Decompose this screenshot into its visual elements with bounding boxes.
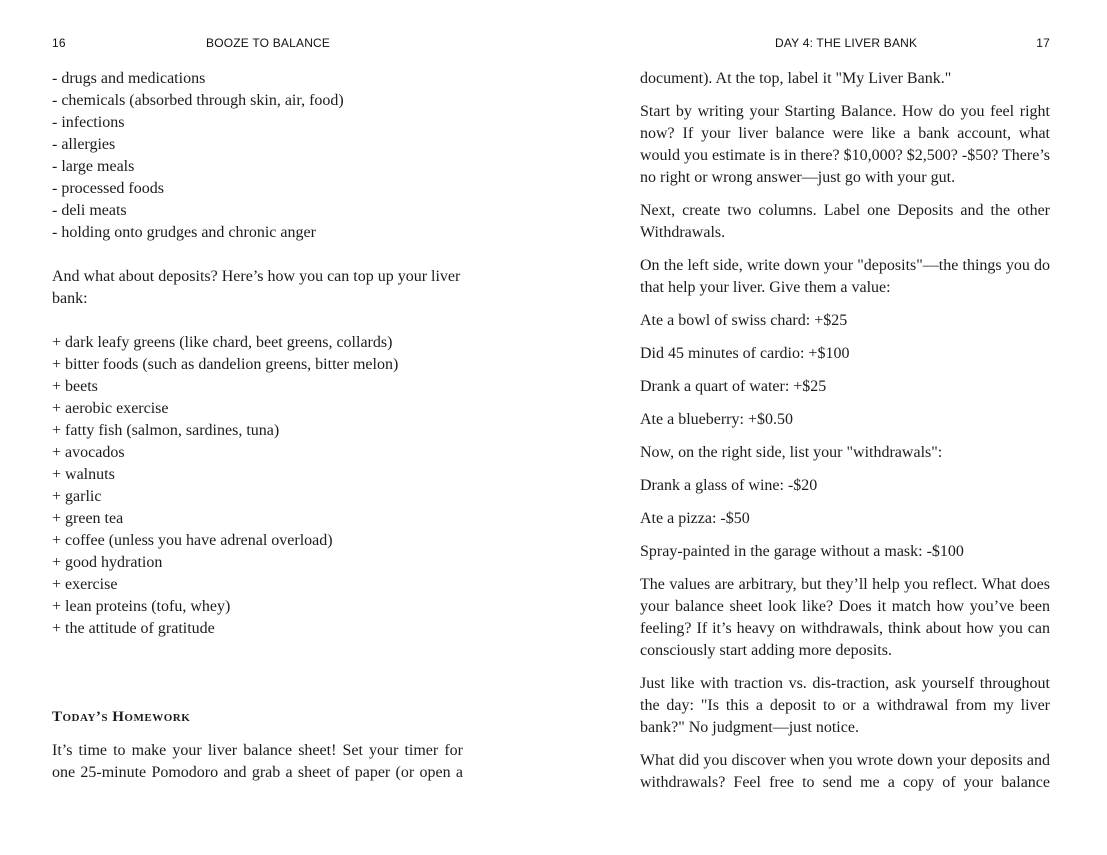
- book-title-header: BOOZE TO BALANCE: [206, 36, 331, 50]
- paragraph: Just like with traction vs. dis-traction, ask yourself throughout the day: "Is this a deposit to or a withdrawal from my liver bank?" No judgment—just notice.: [640, 675, 1050, 736]
- paragraph: What did you discover when you wrote down your deposits and withdrawals? Feel free to send me a copy of your balance: [640, 752, 1050, 791]
- deposits-intro: And what about deposits? Here’s how you can top up your liver bank:: [52, 268, 461, 307]
- withdrawal-example: Spray-painted in the garage without a mask: -$100: [640, 543, 964, 560]
- left-page: [52, 0, 463, 855]
- page-number: 17: [1036, 36, 1050, 50]
- list-item: - processed foods: [52, 180, 164, 197]
- paragraph: The values are arbitrary, but they’ll help you reflect. What does your balance sheet look like? Does it match how you’ve been feeling? If it’s heavy on withdrawals, think about how you can consciously start adding more deposits.: [640, 576, 1050, 659]
- list-item: + the attitude of gratitude: [52, 620, 215, 637]
- list-item: - infections: [52, 114, 125, 131]
- homework-heading: Today’s Homework: [52, 709, 191, 725]
- paragraph: Now, on the right side, list your "withdrawals":: [640, 444, 943, 461]
- deposit-example: Ate a blueberry: +$0.50: [640, 411, 793, 428]
- list-item: + garlic: [52, 488, 102, 505]
- deposit-example: Did 45 minutes of cardio: +$100: [640, 345, 850, 362]
- withdrawals-list: [52, 68, 463, 244]
- list-item: + fatty fish (salmon, sardines, tuna): [52, 422, 280, 439]
- list-item: - holding onto grudges and chronic anger: [52, 224, 316, 241]
- paragraph: On the left side, write down your "deposits"—the things you do that help your liver. Give them a value:: [640, 257, 1050, 296]
- list-item: - deli meats: [52, 202, 127, 219]
- list-item: + beets: [52, 378, 98, 395]
- list-item: - chemicals (absorbed through skin, air, food): [52, 92, 344, 109]
- right-page: [640, 0, 1050, 855]
- list-item: + dark leafy greens (like chard, beet greens, collards): [52, 334, 393, 351]
- list-item: + aerobic exercise: [52, 400, 169, 417]
- list-item: - allergies: [52, 136, 116, 153]
- right-running-head: [640, 36, 1050, 52]
- list-item: + lean proteins (tofu, whey): [52, 598, 231, 615]
- list-item: - drugs and medications: [52, 70, 206, 87]
- paragraph: document). At the top, label it "My Liver Bank.": [640, 70, 952, 87]
- list-item: - large meals: [52, 158, 135, 175]
- list-item: + bitter foods (such as dandelion greens, bitter melon): [52, 356, 399, 373]
- deposit-example: Ate a bowl of swiss chard: +$25: [640, 312, 848, 329]
- page-number: 16: [52, 36, 66, 50]
- list-item: + avocados: [52, 444, 125, 461]
- homework-paragraph: It’s time to make your liver balance sheet! Set your timer for one 25-minute Pomodoro and grab a sheet of paper (or open a: [52, 742, 463, 781]
- list-item: + green tea: [52, 510, 124, 527]
- deposits-list: [52, 332, 463, 640]
- right-page-body: [640, 68, 1050, 805]
- list-item: + good hydration: [52, 554, 163, 571]
- chapter-title-header: DAY 4: THE LIVER BANK: [775, 36, 918, 50]
- paragraph: Next, create two columns. Label one Deposits and the other Withdrawals.: [640, 202, 1050, 241]
- withdrawal-example: Drank a glass of wine: -$20: [640, 477, 818, 494]
- paragraph: Start by writing your Starting Balance. How do you feel right now? If your liver balance were like a bank account, what would you estimate is in there? $10,000? $2,500? -$50? There’s no right or wrong answer—just go with your gut.: [640, 103, 1050, 186]
- left-page-body: [52, 68, 463, 640]
- left-running-head: [52, 36, 463, 52]
- list-item: + coffee (unless you have adrenal overload): [52, 532, 333, 549]
- withdrawal-example: Ate a pizza: -$50: [640, 510, 750, 527]
- list-item: + walnuts: [52, 466, 115, 483]
- list-item: + exercise: [52, 576, 118, 593]
- deposit-example: Drank a quart of water: +$25: [640, 378, 827, 395]
